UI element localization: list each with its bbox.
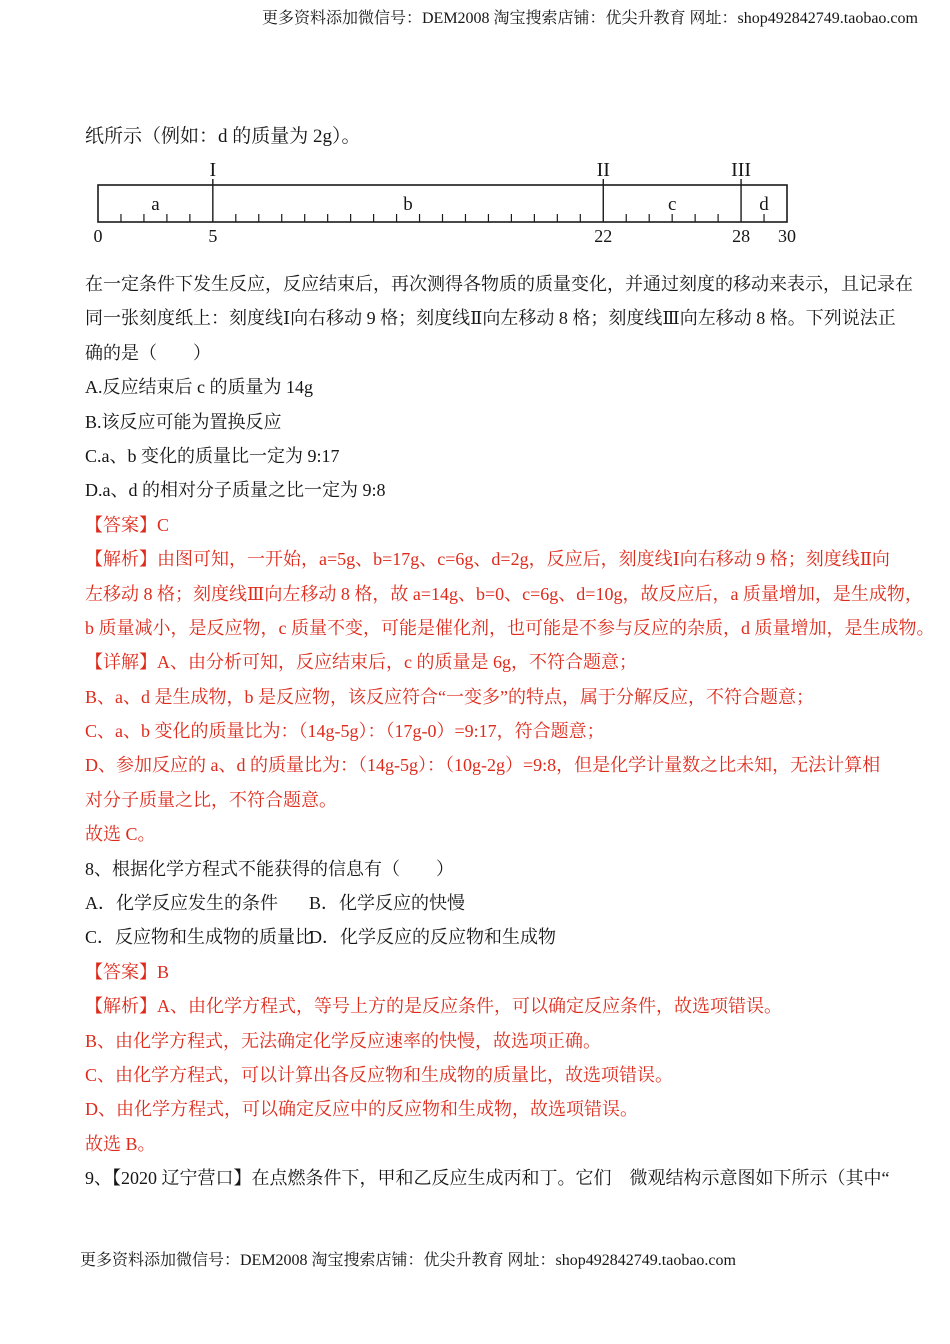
q7-intro-line: 纸所示（例如：d 的质量为 2g）。 bbox=[85, 126, 361, 147]
ruler-marker-label: II bbox=[596, 159, 610, 181]
q7-option-d: D.a、d 的相对分子质量之比一定为 9:8 bbox=[85, 480, 386, 501]
q7-detail-line-d2: 对分子质量之比，不符合题意。 bbox=[85, 789, 337, 810]
q7-stem-line-2: 同一张刻度纸上：刻度线Ⅰ向右移动 9 格；刻度线Ⅱ向左移动 8 格；刻度线Ⅲ向左移动 8 格。下列说法正 bbox=[85, 308, 896, 329]
q8-options-row-2 bbox=[85, 920, 895, 954]
q8-option-c: C．反应物和生成物的质量比 bbox=[85, 927, 314, 948]
q8-option-b: B．化学反应的快慢 bbox=[309, 893, 466, 914]
ruler-axis-label: 28 bbox=[732, 226, 751, 246]
ruler-axis-label: 5 bbox=[208, 226, 218, 246]
q7-stem-line-1: 在一定条件下发生反应，反应结束后，再次测得各物质的质量变化，并通过刻度的移动来表示，且记录在 bbox=[85, 274, 913, 294]
q7-option-b: B.该反应可能为置换反应 bbox=[85, 411, 282, 432]
q8-answer: 【答案】B bbox=[85, 961, 170, 982]
footer-watermark: 更多资料添加微信号：DEM2008 淘宝搜索店铺：优尖升教育 网址：shop492842749.taobao.com bbox=[80, 1252, 736, 1269]
document-body bbox=[85, 267, 935, 1196]
ruler-segment-label: b bbox=[403, 194, 413, 215]
q7-detail-line-d: D、参加反应的 a、d 的质量比为：（14g-5g）：（10g-2g）=9:8，但是化学计量数之比未知，无法计算相 bbox=[85, 755, 881, 776]
q7-answer: 【答案】C bbox=[85, 514, 170, 535]
q8-analysis-line-d: D、由化学方程式，可以确定反应中的反应物和生成物，故选项错误。 bbox=[85, 1099, 638, 1120]
q7-detail-line-c: C、a、b 变化的质量比为：（14g-5g）：（17g-0）=9:17，符合题意； bbox=[85, 721, 605, 742]
q8-conclusion: 故选 B。 bbox=[85, 1133, 156, 1154]
q7-conclusion: 故选 C。 bbox=[85, 824, 156, 845]
q9-stem: 9、【2020 辽宁营口】在点燃条件下，甲和乙反应生成丙和丁。它们 微观结构示意图如下所示（其中“ bbox=[85, 1168, 890, 1189]
ruler-segment-label: a bbox=[151, 194, 160, 215]
scale-ruler-figure bbox=[0, 152, 950, 254]
ruler-segment-label: d bbox=[759, 194, 769, 215]
q8-options-row-1 bbox=[85, 886, 895, 920]
q7-analysis-line-2: 左移动 8 格；刻度线Ⅲ向左移动 8 格，故 a=14g、b=0、c=6g、d=10g，故反应后，a 质量增加，是生成物， bbox=[85, 583, 923, 604]
q8-analysis-line-b: B、由化学方程式，无法确定化学反应速率的快慢，故选项正确。 bbox=[85, 1030, 602, 1051]
ruler-axis-label: 22 bbox=[594, 226, 613, 246]
header-watermark: 更多资料添加微信号：DEM2008 淘宝搜索店铺：优尖升教育 网址：shop492842749.taobao.com bbox=[262, 10, 918, 27]
q8-option-d: D．化学反应的反应物和生成物 bbox=[309, 927, 556, 948]
ruler-axis-label: 30 bbox=[778, 226, 796, 246]
ruler-marker-label: I bbox=[209, 159, 217, 181]
q8-option-a: A．化学反应发生的条件 bbox=[85, 893, 278, 914]
ruler-marker-label: III bbox=[731, 159, 752, 181]
q7-option-c: C.a、b 变化的质量比一定为 9:17 bbox=[85, 445, 340, 466]
q7-analysis-line-1: 【解析】由图可知，一开始，a=5g、b=17g、c=6g、d=2g，反应后，刻度线Ⅰ向右移动 9 格；刻度线Ⅱ向 bbox=[85, 549, 890, 570]
q7-detail-line-b: B、a、d 是生成物，b 是反应物，该反应符合“一变多”的特点，属于分解反应，不符合题意； bbox=[85, 686, 814, 707]
q7-option-a: A.反应结束后 c 的质量为 14g bbox=[85, 377, 313, 398]
q8-stem: 8、根据化学方程式不能获得的信息有（ ） bbox=[85, 858, 454, 879]
ruler-axis-label: 0 bbox=[93, 226, 103, 246]
q7-analysis-line-3: b 质量减小，是反应物，c 质量不变，可能是催化剂，也可能是不参与反应的杂质，d 质量增加，是生成物。 bbox=[85, 617, 935, 638]
q8-analysis-line-a: 【解析】A、由化学方程式，等号上方的是反应条件，可以确定反应条件，故选项错误。 bbox=[85, 996, 782, 1017]
q8-analysis-line-c: C、由化学方程式，可以计算出各反应物和生成物的质量比，故选项错误。 bbox=[85, 1064, 674, 1085]
ruler-segment-label: c bbox=[667, 194, 677, 215]
q7-stem-line-3: 确的是（ ） bbox=[85, 342, 211, 363]
q7-detail-line-a: 【详解】A、由分析可知，反应结束后，c 的质量是 6g，不符合题意； bbox=[85, 652, 637, 673]
